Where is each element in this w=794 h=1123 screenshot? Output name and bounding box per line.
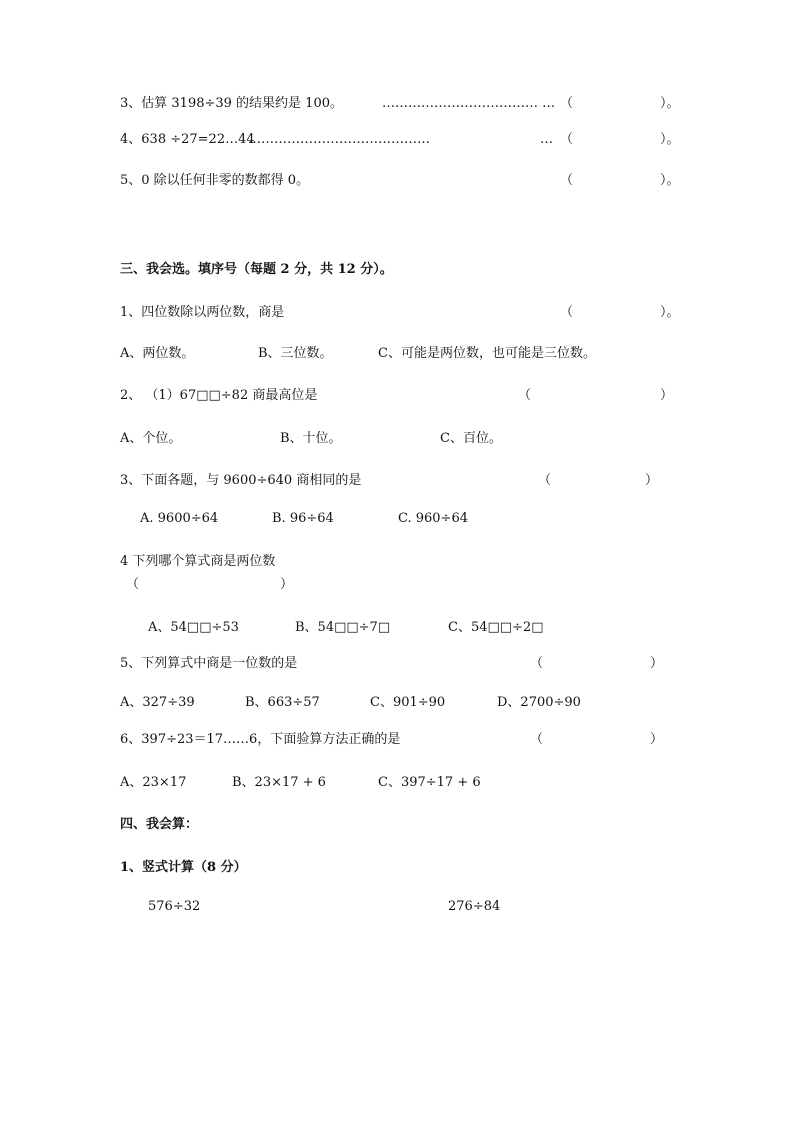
judge-q3-paren-close: ）。	[660, 96, 680, 111]
choose-q5-paren-open: （	[530, 656, 544, 671]
choose-q6-option-c: C、397÷17 + 6	[378, 775, 481, 790]
choose-q2-paren-close: ）	[660, 388, 674, 403]
choose-q5-option-d: D、2700÷90	[497, 695, 581, 710]
judge-q4-dots: ……………………………………	[248, 132, 430, 147]
judge-q5-paren-open: （	[560, 173, 574, 188]
judge-q4-paren-open: （	[560, 132, 574, 147]
choose-q3-option-c: C. 960÷64	[398, 511, 468, 526]
choose-q4-paren-close: ）	[280, 577, 294, 592]
choose-q4-option-c: C、54□□÷2□	[448, 620, 544, 635]
choose-q5-option-a: A、327÷39	[120, 695, 195, 710]
choose-q4-option-a: A、54□□÷53	[148, 620, 239, 635]
choose-q6-paren-open: （	[530, 732, 544, 747]
choose-q3-text: 3、下面各题，与 9600÷640 商相同的是	[120, 473, 362, 488]
choose-q1-option-a: A、两位数。	[120, 346, 195, 361]
choose-q5-paren-close: ）	[650, 656, 664, 671]
section-choose-heading: 三、我会选。填序号（每题 2 分，共 12 分）。	[120, 262, 393, 277]
judge-q5-paren-close: ）。	[660, 173, 680, 188]
choose-q1-option-c: C、可能是两位数，也可能是三位数。	[378, 346, 596, 361]
choose-q2-option-b: B、十位。	[280, 431, 342, 446]
choose-q1-paren-close: ）。	[660, 305, 680, 320]
judge-q3-paren-open: （	[560, 96, 574, 111]
choose-q3-paren-open: （	[538, 473, 552, 488]
choose-q3-paren-close: ）	[645, 473, 659, 488]
judge-q4-dots2: …	[540, 132, 553, 147]
choose-q6-option-a: A、23×17	[120, 775, 187, 790]
choose-q5-option-c: C、901÷90	[370, 695, 446, 710]
choose-q1-text: 1、四位数除以两位数，商是	[120, 305, 285, 320]
judge-q4-paren-close: ）。	[660, 132, 680, 147]
choose-q5-option-b: B、663÷57	[245, 695, 320, 710]
calc-sub1-heading: 1、竖式计算（8 分）	[120, 860, 247, 875]
choose-q4-paren-open: （	[126, 577, 140, 592]
choose-q2-paren-open: （	[518, 388, 532, 403]
judge-q3-dots: ……………………………… …	[382, 96, 556, 111]
choose-q3-option-a: A. 9600÷64	[140, 511, 219, 526]
choose-q3-option-b: B. 96÷64	[272, 511, 334, 526]
choose-q5-text: 5、下列算式中商是一位数的是	[120, 656, 298, 671]
choose-q6-text: 6、397÷23＝17……6，下面验算方法正确的是	[120, 732, 401, 747]
choose-q2-option-a: A、个位。	[120, 431, 182, 446]
calc-problem-1: 576÷32	[148, 899, 201, 914]
choose-q2-text: 2、 （1）67□□÷82 商最高位是	[120, 388, 318, 403]
section-calc-heading: 四、我会算：	[120, 817, 199, 832]
judge-q5-text: 5、0 除以任何非零的数都得 0。	[120, 173, 310, 188]
judge-q4-text: 4、638 ÷27=22…44	[120, 132, 255, 147]
choose-q6-paren-close: ）	[650, 732, 664, 747]
choose-q4-option-b: B、54□□÷7□	[295, 620, 391, 635]
choose-q1-paren-open: （	[560, 305, 574, 320]
judge-q3-text: 3、估算 3198÷39 的结果约是 100。	[120, 96, 343, 111]
choose-q2-option-c: C、百位。	[440, 431, 502, 446]
choose-q4-text: 4 下列哪个算式商是两位数	[120, 554, 276, 569]
choose-q1-option-b: B、三位数。	[258, 346, 333, 361]
calc-problem-2: 276÷84	[448, 899, 501, 914]
choose-q6-option-b: B、23×17 + 6	[232, 775, 326, 790]
